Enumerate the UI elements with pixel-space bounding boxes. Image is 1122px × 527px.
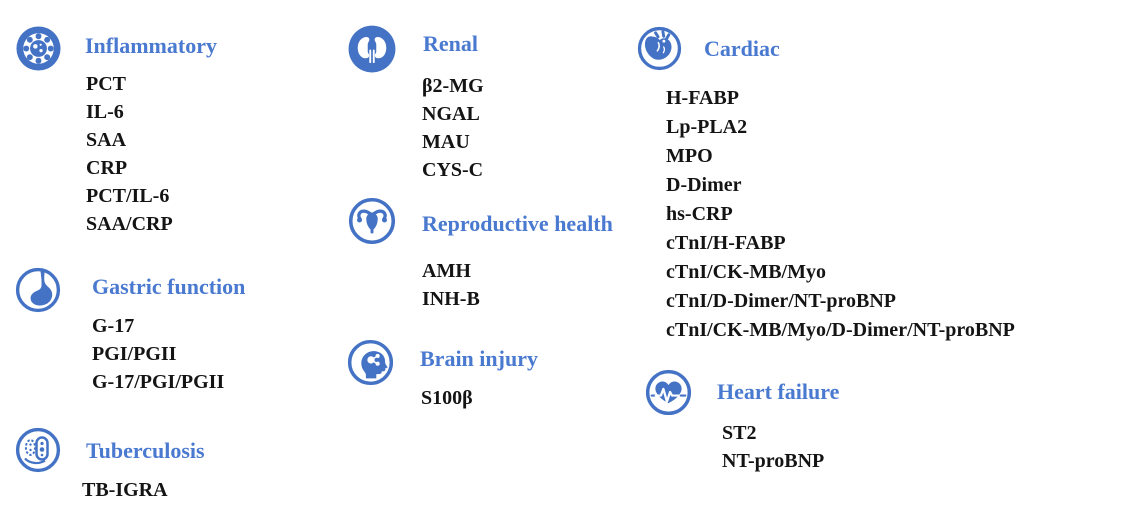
marker-item: PGI/PGII <box>92 343 177 365</box>
section-title-brain: Brain injury <box>420 346 538 371</box>
marker-item: TB-IGRA <box>82 479 168 501</box>
section-items-cardiac <box>666 84 1015 345</box>
bacteria-icon <box>14 426 62 474</box>
marker-item: hs-CRP <box>666 203 733 225</box>
marker-item: Lp-PLA2 <box>666 116 748 138</box>
section-items-renal <box>422 72 484 184</box>
marker-item: CYS-C <box>422 159 484 181</box>
section-title-heart-failure: Heart failure <box>717 379 840 404</box>
marker-item: IL-6 <box>86 101 124 123</box>
marker-item: SAA <box>86 129 127 151</box>
marker-item: NT-proBNP <box>722 450 825 472</box>
marker-item: cTnI/H-FABP <box>666 232 786 254</box>
section-title-inflammatory: Inflammatory <box>85 33 217 58</box>
marker-item: CRP <box>86 157 128 179</box>
marker-item: D-Dimer <box>666 174 742 196</box>
stomach-icon <box>14 266 62 314</box>
marker-item: S100β <box>421 387 473 409</box>
uterus-icon <box>347 196 397 246</box>
section-items-tuberculosis <box>82 476 168 504</box>
section-items-gastric <box>92 312 224 396</box>
marker-item: NGAL <box>422 103 480 125</box>
section-items-inflammatory <box>86 70 173 238</box>
marker-item: cTnI/D-Dimer/NT-proBNP <box>666 290 896 312</box>
marker-item: cTnI/CK-MB/Myo/D-Dimer/NT-proBNP <box>666 319 1015 341</box>
heart-pulse-icon <box>644 368 693 417</box>
heart-organ-icon <box>636 25 683 72</box>
head-brain-icon <box>346 338 395 387</box>
section-title-tuberculosis: Tuberculosis <box>86 438 205 463</box>
marker-item: ST2 <box>722 422 757 444</box>
marker-item: SAA/CRP <box>86 213 173 235</box>
marker-item: H-FABP <box>666 87 739 109</box>
section-items-heart-failure <box>722 419 824 475</box>
section-title-gastric: Gastric function <box>92 274 246 299</box>
marker-item: G-17/PGI/PGII <box>92 371 225 393</box>
section-title-renal: Renal <box>423 31 478 56</box>
marker-item: MPO <box>666 145 713 167</box>
virus-icon <box>15 25 62 72</box>
marker-item: MAU <box>422 131 470 153</box>
section-title-reproductive: Reproductive health <box>422 211 613 236</box>
marker-item: AMH <box>422 260 471 282</box>
kidneys-icon <box>347 24 397 74</box>
marker-item: G-17 <box>92 315 135 337</box>
marker-item: cTnI/CK-MB/Myo <box>666 261 826 283</box>
marker-item: PCT/IL-6 <box>86 185 170 207</box>
section-title-cardiac: Cardiac <box>704 36 780 61</box>
marker-item: INH-B <box>422 288 480 310</box>
marker-item: β2-MG <box>422 75 484 97</box>
section-items-brain <box>421 384 473 412</box>
section-items-reproductive <box>422 257 480 313</box>
marker-item: PCT <box>86 73 126 95</box>
